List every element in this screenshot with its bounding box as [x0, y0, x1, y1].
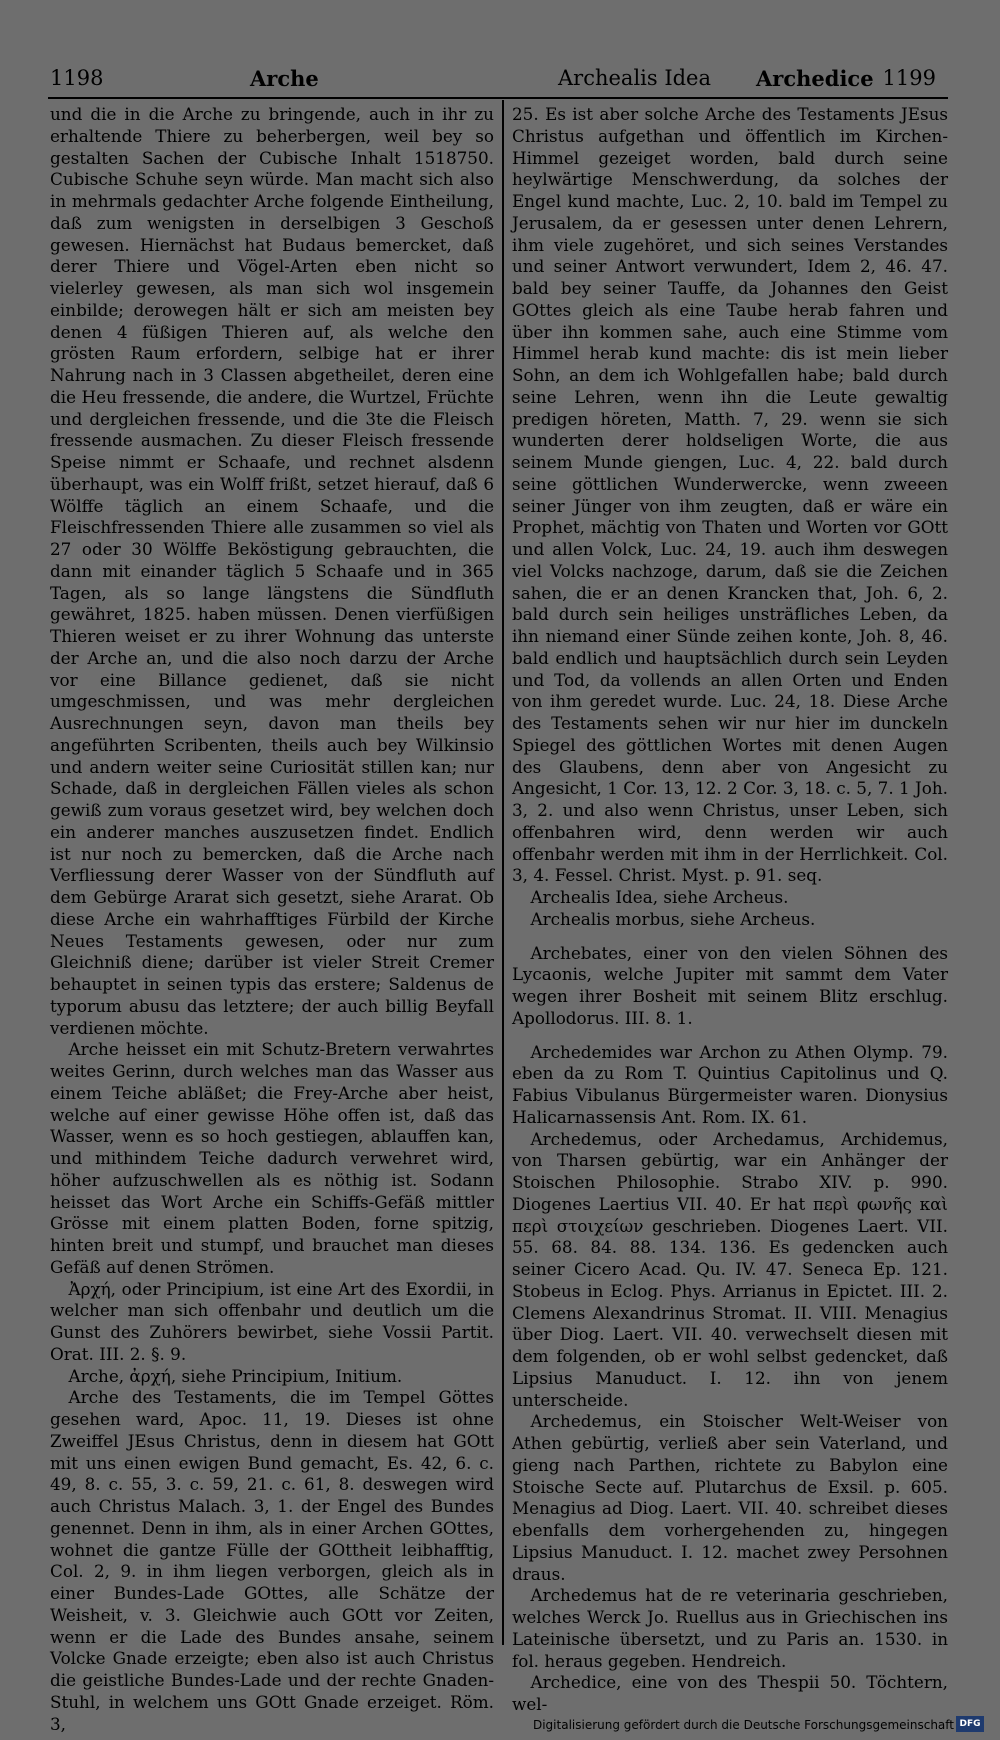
page-header [38, 62, 946, 94]
entry-paragraph: Archealis morbus, siehe Archeus. [530, 908, 816, 929]
entry-paragraph: und die in die Arche zu bringende, auch in ihr zu erhaltende Thiere zu beherbergen, weil bey so gestalten Sachen der Cubische Inhalt 1518750. Cubische Schuhe seyn würde. Man macht sich also in mehrmals gedachter Arche folgende Eintheilung, daß zum wenigsten in derselbigen 3 Geschoß gewesen. Hiernächst hat Budaus bemercket, daß derer Thiere und Vögel-Arten eben nicht so vielerley gewesen, als man sich wol insgemein einbilde; derowegen hält er sich am meisten bey denen 4 füßigen Thieren auf, als welche den grösten Raum erfordern, selbige hat er ihrer Nahrung nach in 3 Classen abgetheilet, deren eine die Heu fressende, die andere, die Wurtzel, Früchte und dergleichen fressende, und die 3te die Fleisch fressende ausmachen. Zu dieser Fleisch fressende Speise nimmt er Schaafe, und rechnet alsdenn überhaupt, was ein Wolff frißt, setzet hierauf, daß 6 Wölffe täglich an einem Schaafe, und die Fleischfressenden Thiere alle zusammen so viel als 27 oder 30 Wölffe Beköstigung gebrauchten, die dann mit einander täglich 5 Schaafe und in 365 Tagen, als so lange längstens die Sündfluth gewähret, 1825. haben müssen. Denen vierfüßigen Thieren weiset er zu ihrer Wohnung das unterste der Arche an, und die also noch darzu der Arche vor eine Billance gedienet, daß sie nicht umgeschmissen, und was mehr dergleichen Ausrechnungen seyn, davon man theils bey angeführten Scribenten, theils auch bey Wilkinsio und andern weiter seine Curiosität stillen kan; nur Schade, daß in dergleichen Fällen vieles als schon gewiß zum voraus gesetzet wird, bey welchen doch ein anderer manches auszusetzen findet. Endlich ist nur noch zu bemercken, daß die Arche nach Verfliessung derer Wasser von der Sündfluth auf dem Gebürge Ararat sich gesetzt, siehe Ararat. Ob diese Arche ein wahrhafftiges Fürbild der Kirche Neues Testaments gewesen, oder nur zum Gleichniß diene; darüber ist vieler Streit Cremer behauptet in seinen typis das erstere; Saldenus de typorum abusu das letztere; der auch billig Beyfall verdienen möchte. [50, 104, 494, 1038]
funding-credit: Digitalisierung gefördert durch die Deutsche Forschungsgemeinschaft [532, 1718, 954, 1732]
entry-paragraph: Arche, ἀρχή, siehe Principium, Initium. [68, 1365, 403, 1386]
entry-paragraph: Arche des Testaments, die im Tempel Göttes gesehen ward, Apoc. 11, 19. Dieses ist ohne Zweiffel JEsus Christus, denn in diesem hat GOtt mit uns einen ewigen Bund gemacht, Es. 42, 6. c. 49, 8. c. 55, 3. c. 59, 21. c. 61, 8. deswegen wird auch Christus Malach. 3, 1. der Engel des Bundes genennet. Denn in ihm, als in einer Archen GOttes, wohnet die gantze Fülle der GOttheit leibhafftig, Col. 2, 9. in ihm liegen verborgen, gleich als in einer Bundes-Lade GOttes, alle Schätze der Weisheit, v. 3. Gleichwie auch GOtt vor Zeiten, wenn er die Lade des Bundes ansahe, seinem Volcke Gnade erzeigte; eben also ist auch Christus die geistliche Bundes-Lade und der rechte Gnaden-Stuhl, in welchem uns GOtt Gnade erzeiget. Röm. 3, [50, 1387, 494, 1734]
entry-paragraph: Ἀρχή, oder Principium, ist eine Art des Exordii, in welcher man sich offenbahr und deutlich um die Gunst des Zuhörers bewirbet, siehe Vossii Partit. Orat. III. 2. §. 9. [50, 1278, 494, 1364]
entry-paragraph: Archealis Idea, siehe Archeus. [530, 887, 789, 907]
running-title-left: Arche [250, 66, 319, 91]
entry-paragraph: Archedemus, oder Archedamus, Archidemus, von Tharsen gebürtig, war ein Anhänger der Stoischen Philosophie. Strabo XIV. p. 990. Diogenes Laertius VII. 40. Er hat περὶ φωνῆς καὶ περὶ στοιχείων geschrieben. Diogenes Laert. VII. 55. 68. 84. 88. 134. 136. Es gedencken auch seiner Cicero Acad. Qu. IV. 47. Seneca Ep. 121. Stobeus in Eclog. Phys. Arrianus in Epictet. III. 2. Clemens Alexandrinus Stromat. II. VIII. Menagius über Diog. Laert. VII. 40. verwechselt diesen mit dem folgenden, ob er wohl selbst gedencket, daß Lipsius Manuduct. I. 12. ihn von jenem unterscheide. [512, 1128, 948, 1410]
entry-paragraph: Archebates, einer von den vielen Söhnen des Lycaonis, welche Jupiter mit sammt dem Vater wegen ihrer Bosheit mit seinem Blitz erschlug. Apollodorus. III. 8. 1. [512, 942, 948, 1028]
entry-paragraph: 25. Es ist aber solche Arche des Testaments JEsus Christus aufgethan und öffentlich im Kirchen-Himmel gezeiget worden, bald durch seine heylwärtige Menschwerdung, da solches der Engel kund machte, Luc. 2, 10. bald im Tempel zu Jerusalem, da er gesessen unter denen Lehrern, ihm viele zugehöret, und sich seines Verstandes und seiner Antwort verwundert, Idem 2, 46. 47. bald bey seiner Tauffe, da Johannes den Geist GOttes gleich als eine Taube herab fahren und über ihn kommen sahe, auch eine Stimme vom Himmel herab kund machte: dis ist mein lieber Sohn, an dem ich Wohlgefallen habe; bald durch seine Lehren, wenn ihn die Leute gewaltig predigen höreten, Matth. 7, 29. wenn sie sich wunderten derer holdseligen Worte, die aus seinem Munde giengen, Luc. 4, 22. bald durch seine göttlichen Wunderwercke, wenn zweeen seiner Jünger von ihm zeugten, daß er wäre ein Prophet, mächtig von Thaten und Worten vor GOtt und allen Volck, Luc. 24, 19. auch ihm deswegen viel Volcks nachzoge, darum, daß sie die Zeichen sahen, die er an denen Krancken that, Joh. 6, 2. bald durch sein heiliges unsträfliches Leben, da ihn niemand einer Sünde zeihen konte, Joh. 8, 46. bald endlich und hauptsächlich durch sein Leyden und Tod, da vollends an allen Orten und Enden von ihm geredet wurde. Luc. 24, 18. Diese Arche des Testaments sehen wir nur hier im dunckeln Spiegel des göttlichen Wortes mit denen Augen des Glaubens, denn aber von Angesicht zu Angesicht, 1 Cor. 13, 12. 2 Cor. 3, 18. c. 5, 7. 1 Joh. 3, 2. und also wenn Christus, unser Leben, sich offenbahren wird, denn werden wir auch offenbahr werden mit ihm in der Herrlichkeit. Col. 3, 4. Fessel. Christ. Myst. p. 91. seq. [512, 104, 948, 886]
running-title-middle: Archealis Idea [558, 66, 712, 90]
digitization-footer [520, 1716, 990, 1736]
entry-paragraph: Archedice, eine von des Thespii 50. Töchtern, wel- [512, 1672, 948, 1714]
entry-paragraph: Arche heisset ein mit Schutz-Bretern verwahrtes weites Gerinn, durch welches man das Wasser aus einem Teiche abläßet; die Frey-Arche aber heist, welche auf einer gewisse Höhe offen ist, daß das Wasser, wenn es so hoch gestiegen, ablauffen kan, und mithindem Teiche dadurch verwehret wird, höher aufzuschwellen als es nöthig ist. Sodann heisset das Wort Arche ein Schiffs-Gefäß mittler Grösse mit einem platten Boden, forne spitzig, hinten breit und stumpf, und brauchet man dieses Gefäß auf denen Strömen. [50, 1039, 494, 1277]
running-title-right: Archedice [756, 66, 874, 91]
page-number-left: 1198 [50, 66, 104, 90]
right-column [512, 104, 948, 1714]
header-rule [48, 97, 948, 99]
entry-paragraph: Archedemus hat de re veterinaria geschrieben, welches Werck Jo. Ruellus aus in Griechischen ins Lateinische übersetzt, und zu Paris an. 1530. in fol. heraus gegeben. Hendreich. [512, 1585, 948, 1671]
page-number-right: 1199 [882, 66, 936, 90]
dfg-logo: DFG [956, 1716, 984, 1732]
entry-paragraph: Archedemus, ein Stoischer Welt-Weiser von Athen gebürtig, verließ aber sein Vaterland, und gieng nach Parthen, richtete zu Babylon eine Stoische Secte auf. Plutarchus de Exsil. p. 605. Menagius ad Diog. Laert. VII. 40. schreibet dieses ebenfalls dem vorhergehenden zu, hingegen Lipsius Manuduct. I. 12. machet zwey Persohnen draus. [512, 1411, 948, 1584]
column-divider [502, 100, 504, 1645]
entry-paragraph: Archedemides war Archon zu Athen Olymp. 79. eben da zu Rom T. Quintius Capitolinus und Q. Fabius Vibulanus Bürgermeister waren. Dionysius Halicarnassensis Ant. Rom. IX. 61. [512, 1041, 948, 1127]
left-column [50, 104, 494, 1734]
